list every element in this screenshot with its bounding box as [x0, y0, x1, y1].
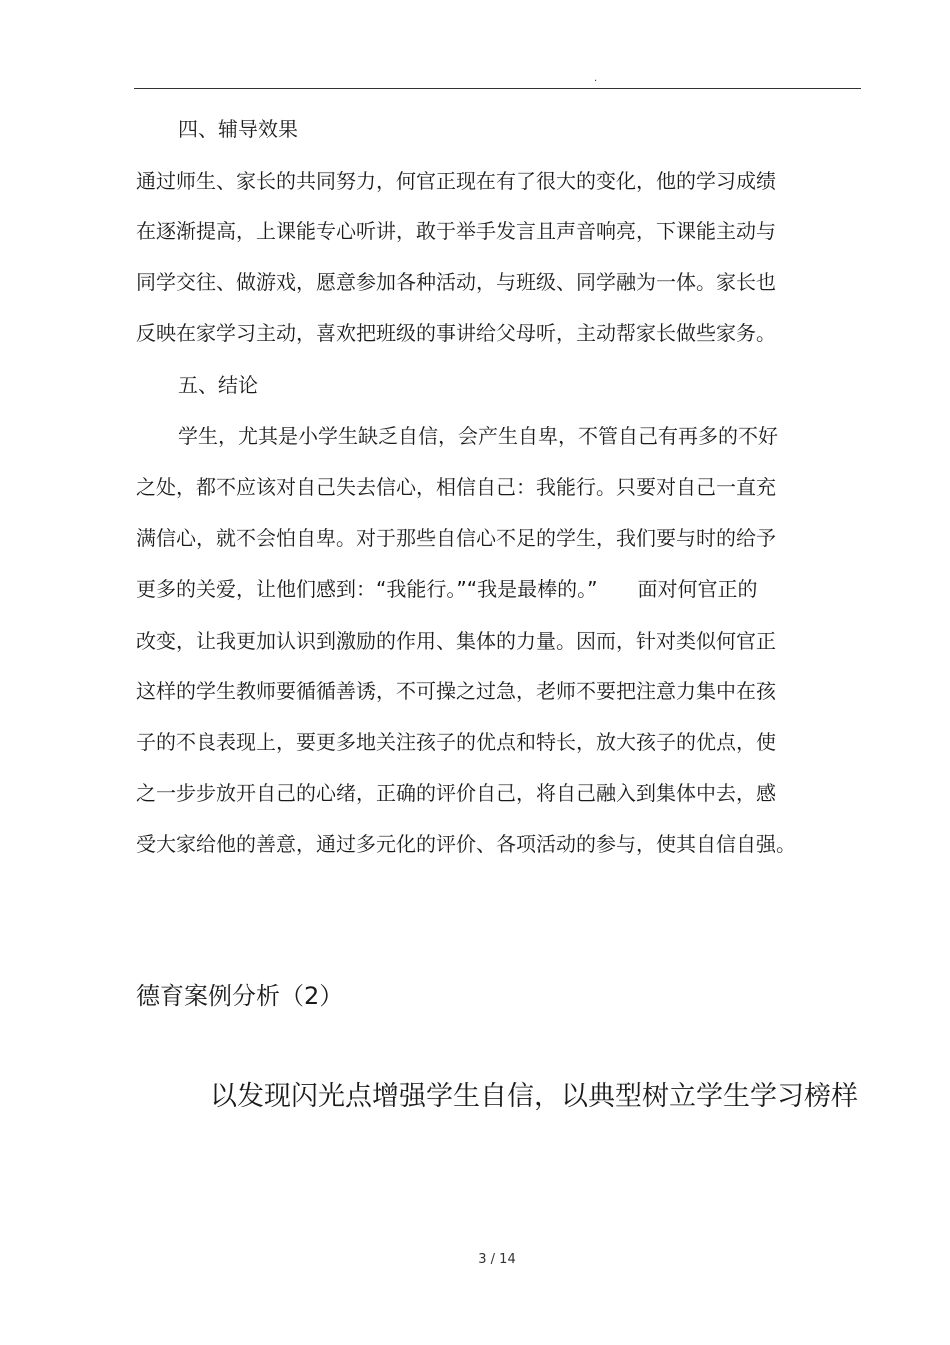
main-title: 以发现闪光点增强学生自信，以典型树立学生学习榜样	[210, 1081, 858, 1112]
header-mark: .	[594, 73, 598, 84]
paragraph-line: 同学交往、做游戏，愿意参加各种活动，与班级、同学融为一体。家长也	[136, 270, 776, 294]
paragraph-line: 更多的关爱，让他们感到：“我能行。”“我是最棒的。” 面对何官正的	[136, 577, 758, 601]
paragraph-line: 子的不良表现上，要更多地关注孩子的优点和特长，放大孩子的优点，使	[136, 730, 776, 754]
header-divider	[134, 88, 861, 89]
paragraph-line: 在逐渐提高，上课能专心听讲，敢于举手发言且声音响亮，下课能主动与	[136, 219, 776, 243]
paragraph-line: 满信心，就不会怕自卑。对于那些自信心不足的学生，我们要与时的给予	[136, 526, 776, 550]
section-heading-effect: 四、辅导效果	[178, 117, 298, 141]
paragraph-line: 这样的学生教师要循循善诱，不可操之过急，老师不要把注意力集中在孩	[136, 679, 776, 703]
page-number: 3 / 14	[478, 1252, 516, 1267]
paragraph-line: 学生，尤其是小学生缺乏自信，会产生自卑，不管自己有再多的不好	[178, 424, 778, 448]
section-heading-conclusion: 五、结论	[178, 373, 258, 397]
case-title: 德育案例分析（2）	[136, 982, 344, 1010]
paragraph-line: 受大家给他的善意，通过多元化的评价、各项活动的参与，使其自信自强。	[136, 832, 796, 856]
paragraph-line: 改变，让我更加认识到激励的作用、集体的力量。因而，针对类似何官正	[136, 629, 776, 653]
paragraph-line: 之处，都不应该对自己失去信心，相信自己：我能行。只要对自己一直充	[136, 475, 776, 499]
paragraph-line: 之一步步放开自己的心绪，正确的评价自己，将自己融入到集体中去，感	[136, 781, 776, 805]
paragraph-line: 通过师生、家长的共同努力，何官正现在有了很大的变化，他的学习成绩	[136, 169, 776, 193]
paragraph-line: 反映在家学习主动，喜欢把班级的事讲给父母听，主动帮家长做些家务。	[136, 321, 776, 345]
